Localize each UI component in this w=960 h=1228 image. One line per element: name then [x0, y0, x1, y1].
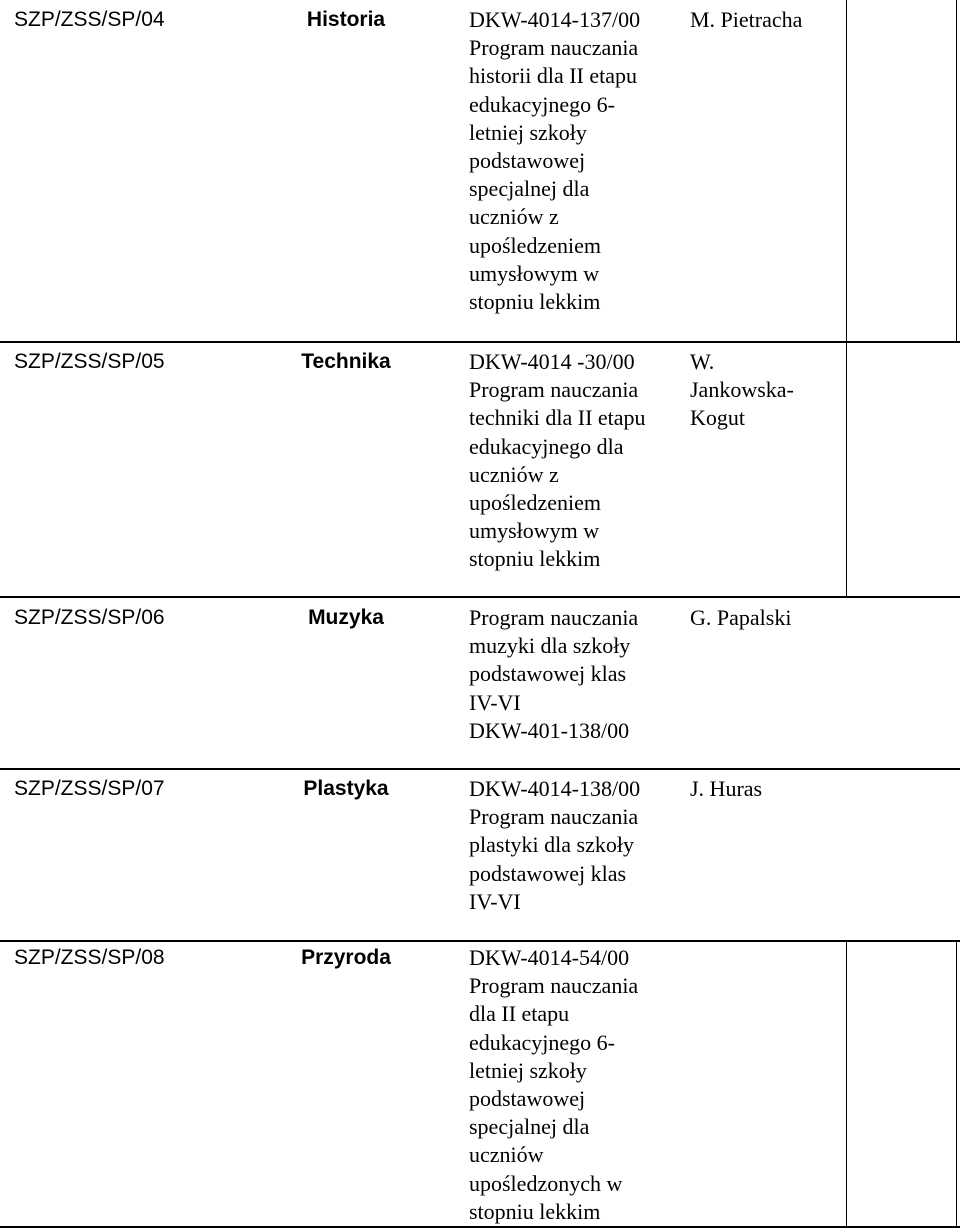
program-description-cell: Program nauczania muzyki dla szkoły podstawowej klas IV-VI DKW-401-138/00 — [469, 605, 639, 743]
subject-cell: Przyroda — [301, 946, 391, 969]
program-description-cell: DKW-4014-54/00 Program nauczania dla II etapu edukacyjnego 6- letniej szkoły podstawowej specjalnej dla uczniów upośledzonych w stopniu lekkim — [469, 945, 639, 1224]
author-cell: M. Pietracha — [690, 7, 803, 32]
table-row — [0, 598, 960, 770]
column-divider — [956, 0, 957, 343]
program-description-cell: DKW-4014-138/00 Program nauczania plastyki dla szkoły podstawowej klas IV-VI — [469, 776, 641, 914]
table-row — [0, 0, 960, 343]
subject-cell: Plastyka — [303, 777, 389, 800]
program-code-cell: SZP/ZSS/SP/05 — [14, 350, 165, 373]
subject-cell: Historia — [306, 8, 386, 31]
subject-cell: Muzyka — [308, 606, 384, 629]
table-row — [0, 343, 960, 598]
author-cell: W. Jankowska- Kogut — [690, 349, 794, 431]
author-cell: G. Papalski — [690, 605, 792, 630]
subject-cell: Technika — [301, 350, 391, 373]
table-row — [0, 770, 960, 942]
column-divider — [956, 942, 957, 1228]
program-description-cell: DKW-4014 -30/00 Program nauczania techniki dla II etapu edukacyjnego dla uczniów z upośledzeniem umysłowym w stopniu lekkim — [469, 349, 646, 572]
program-code-cell: SZP/ZSS/SP/04 — [14, 8, 165, 31]
column-divider — [846, 0, 847, 598]
table-row — [0, 942, 960, 1228]
author-cell: J. Huras — [690, 776, 763, 801]
program-code-cell: SZP/ZSS/SP/06 — [14, 606, 165, 629]
program-description-cell: DKW-4014-137/00 Program nauczania historii dla II etapu edukacyjnego 6- letniej szkoły podstawowej specjalnej dla uczniów z upośledzeniem umysłowym w stopniu lekkim — [469, 7, 641, 315]
program-code-cell: SZP/ZSS/SP/08 — [14, 946, 165, 969]
program-code-cell: SZP/ZSS/SP/07 — [14, 777, 165, 800]
column-divider — [846, 942, 847, 1228]
